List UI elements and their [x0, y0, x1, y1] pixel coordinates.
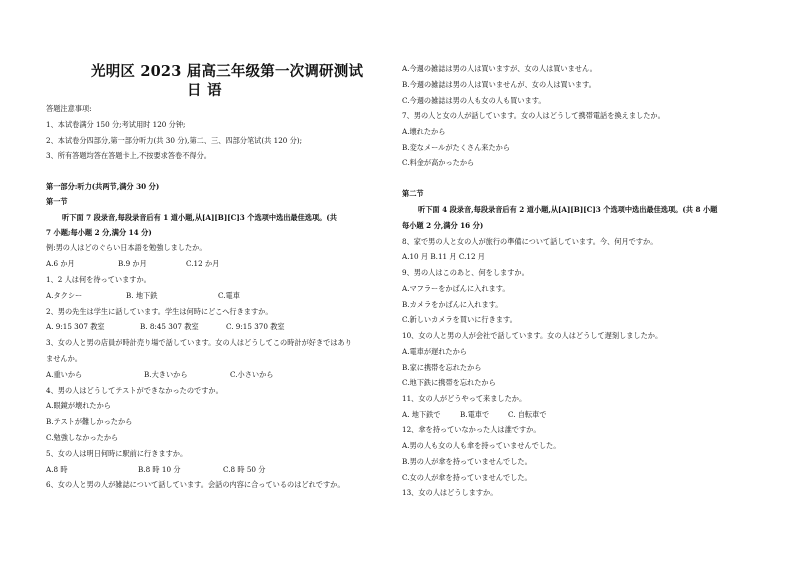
question-5-options	[46, 465, 265, 475]
option: B.テストが難しかったから	[46, 417, 133, 426]
option: A.重いから	[46, 370, 83, 379]
option: C. 9:15 370 教室	[226, 322, 285, 331]
option: B.家に携帯を忘れたから	[402, 363, 482, 372]
option: C.小さいから	[230, 370, 274, 379]
option: A.6 か月	[46, 259, 75, 268]
option: B.大きいから	[144, 370, 188, 379]
option: B.電車で	[460, 410, 490, 419]
option: A.8 時	[46, 465, 68, 474]
question-9: 9、男の人はこのあと、何をしますか。	[402, 268, 529, 277]
option: A.電車が遅れたから	[402, 347, 467, 356]
question-6: 6、女の人と男の人が雑誌について話しています。会話の内容に合っているのはどれですか。	[46, 480, 345, 489]
option: C.地下鉄に携帯を忘れたから	[402, 378, 496, 387]
option: C.料金が高かったから	[402, 158, 475, 167]
option: A. 9:15 307 教室	[46, 322, 105, 331]
option: A.今週の雑誌は男の人は買いますが、女の人は買いません。	[402, 64, 597, 73]
option: B.男の人が傘を持っていませんでした。	[402, 457, 532, 466]
section1-heading: 第一节	[46, 197, 68, 206]
option: B.8 時 10 分	[138, 465, 181, 474]
option: C.12 か月	[186, 259, 220, 268]
option: A. 地下鉄で	[402, 410, 441, 419]
question-2-options	[46, 322, 285, 332]
option: B.今週の雑誌は男の人は買いませんが、女の人は買います。	[402, 80, 596, 89]
question-8: 8、家で男の人と女の人が旅行の準備について話しています。今、何月ですか。	[402, 237, 658, 246]
option: C.女の人が傘を持っていませんでした。	[402, 473, 532, 482]
question-1-options	[46, 291, 240, 301]
question-3-options	[46, 370, 273, 380]
option: C.勉強しなかったから	[46, 433, 119, 442]
notes-heading: 答题注意事项:	[46, 104, 92, 113]
option: B.9 か月	[118, 259, 147, 268]
option: C.新しいカメラを買いに行きます。	[402, 315, 517, 324]
question-12: 12、傘を持っていなかった人は誰ですか。	[402, 425, 541, 434]
note-item: 3、所有答题均答在答题卡上,不按要求答卷不得分。	[46, 151, 211, 160]
question-7: 7、男の人と女の人が話しています。女の人はどうして携帯電話を換えましたか。	[402, 111, 665, 120]
option: A.眼鏡が壊れたから	[46, 401, 111, 410]
section2-instructions-cont: 每小题 2 分,满分 16 分)	[402, 221, 484, 230]
option: A.男の人も女の人も傘を持っていませんでした。	[402, 441, 561, 450]
option: C. 自転車で	[508, 410, 547, 419]
question-13: 13、女の人はどうしますか。	[402, 488, 498, 497]
question-11: 11、女の人がどうやって来ましたか。	[402, 394, 527, 403]
exam-title: 光明区 2023 届高三年级第一次调研测试	[91, 63, 364, 80]
option: B. 地下鉄	[126, 291, 158, 300]
option: B.カメラをかばんに入れます。	[402, 300, 503, 309]
subject-title: 日 语	[187, 82, 222, 99]
option: C.今週の雑誌は男の人も女の人も買います。	[402, 96, 546, 105]
section1-instructions: 听下面 7 段录音,每段录音后有 1 道小题,从[A][B][C]3 个选项中选出最佳选项。(共	[62, 213, 337, 222]
note-item: 1、本试卷满分 150 分;考试用时 120 分钟;	[46, 120, 186, 129]
option: A.壊れたから	[402, 127, 446, 136]
question-1: 1、2 人は何を待っていますか。	[46, 275, 151, 284]
option: A.タクシー	[46, 291, 83, 300]
option: C.8 時 50 分	[223, 465, 266, 474]
question-5: 5、女の人は明日何時に駅前に行きますか。	[46, 449, 188, 458]
section2-heading: 第二节	[402, 189, 424, 198]
question-2: 2、男の先生は学生に話しています。学生は何時にどこへ行きますか。	[46, 307, 273, 316]
question-11-options	[402, 410, 547, 420]
section1-instructions-cont: 7 小题;每小题 2 分,满分 14 分)	[46, 228, 152, 237]
option: B. 8:45 307 教室	[140, 322, 199, 331]
example-options	[46, 259, 219, 269]
option: C.電車	[218, 291, 240, 300]
option: B.変なメールがたくさん来たから	[402, 143, 511, 152]
question-10: 10、女の人と男の人が会社で話しています。女の人はどうして遅刻しましたか。	[402, 331, 663, 340]
example-question: 例:男の人はどのぐらい日本語を勉強しましたか。	[46, 243, 207, 252]
note-item: 2、本试卷分四部分,第一部分听力(共 30 分),第二、三、四部分笔试(共 120 分);	[46, 136, 303, 145]
question-3-cont: ませんか。	[46, 354, 82, 363]
option: A.マフラーをかばんに入れます。	[402, 284, 510, 293]
part1-heading: 第一部分:听力(共两节,满分 30 分)	[46, 182, 160, 191]
question-4: 4、男の人はどうしてテストができなかったのですか。	[46, 386, 223, 395]
question-3: 3、女の人と男の店員が時計売り場で話しています。女の人はどうしてこの時計が好きではあり	[46, 338, 352, 347]
section2-instructions: 听下面 4 段录音,每段录音后有 2 道小题,从[A][B][C]3 个选项中选出最佳选项。(共 8 小题	[418, 205, 718, 214]
question-8-options: A.10 月 B.11 月 C.12 月	[402, 252, 485, 261]
